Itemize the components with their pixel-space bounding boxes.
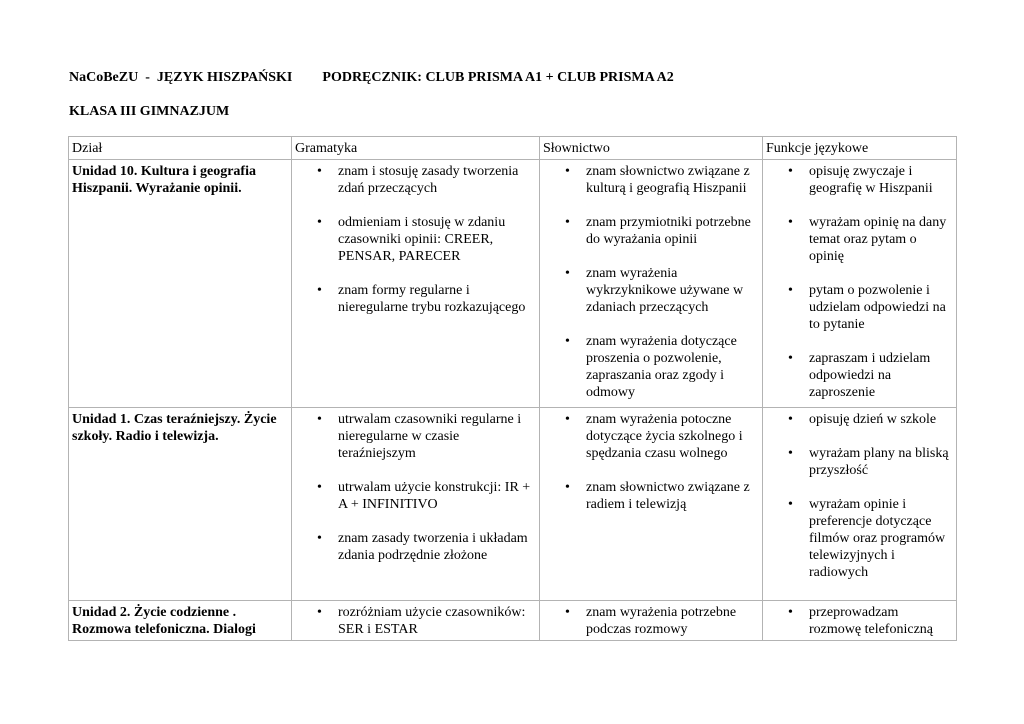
grammar-cell xyxy=(292,160,540,408)
unit-title: Unidad 2. Życie codzienne . Rozmowa telefoniczna. Dialogi xyxy=(69,601,292,641)
list-item: • rozróżniam użycie czasowników: SER i ESTAR xyxy=(317,605,526,637)
bullet-icon: • xyxy=(565,266,570,281)
bullet-icon: • xyxy=(788,412,793,427)
bullet-icon: • xyxy=(317,164,322,179)
vocabulary-cell xyxy=(540,601,763,641)
vocabulary-cell xyxy=(540,408,763,601)
document-header-line1 xyxy=(69,69,674,86)
list-item: • znam wyrażenia potoczne dotyczące życia szkolnego i spędzania czasu wolnego xyxy=(565,412,743,461)
list-item: • wyrażam opinie i preferencje dotyczące filmów oraz programów telewizyjnych i radiowych xyxy=(788,497,946,580)
list-item: • zapraszam i udzielam odpowiedzi na zaproszenie xyxy=(788,351,931,400)
bullet-icon: • xyxy=(788,446,793,461)
bullet-icon: • xyxy=(317,480,322,495)
list-item: • znam przymiotniki potrzebne do wyrażania opinii xyxy=(565,215,751,247)
list-item: • utrwalam użycie konstrukcji: IR + A + INFINITIVO xyxy=(317,480,531,512)
bullet-icon: • xyxy=(317,531,322,546)
bullet-icon: • xyxy=(788,283,793,298)
column-header-gramatyka: Gramatyka xyxy=(292,137,540,160)
bullet-icon: • xyxy=(565,605,570,620)
column-header-dzial: Dział xyxy=(69,137,292,160)
subject-title: NaCoBeZU - JĘZYK HISZPAŃSKI xyxy=(69,70,293,85)
column-header-funkcje: Funkcje językowe xyxy=(763,137,957,160)
list-item: • przeprowadzam rozmowę telefoniczną xyxy=(788,605,933,637)
list-item: • opisuję zwyczaje i geografię w Hiszpanii xyxy=(788,164,933,196)
bullet-icon: • xyxy=(788,215,793,230)
unit-title: Unidad 10. Kultura i geografia Hiszpanii. Wyrażanie opinii. xyxy=(69,160,292,408)
bullet-icon: • xyxy=(565,215,570,230)
language-functions-cell xyxy=(763,601,957,641)
list-item: • wyrażam plany na bliską przyszłość xyxy=(788,446,949,478)
list-item: • znam słownictwo związane z radiem i telewizją xyxy=(565,480,750,512)
list-item: • odmieniam i stosuję w zdaniu czasowniki opinii: CREER, PENSAR, PARECER xyxy=(317,215,506,264)
list-item: • znam słownictwo związane z kulturą i geografią Hiszpanii xyxy=(565,164,750,196)
list-item: • znam wyrażenia dotyczące proszenia o pozwolenie, zapraszania oraz zgody i odmowy xyxy=(565,334,737,400)
list-item: • znam i stosuję zasady tworzenia zdań przeczących xyxy=(317,164,519,196)
curriculum-table xyxy=(68,136,957,641)
bullet-icon: • xyxy=(788,351,793,366)
bullet-icon: • xyxy=(317,605,322,620)
unit-title: Unidad 1. Czas teraźniejszy. Życie szkoły. Radio i telewizja. xyxy=(69,408,292,601)
bullet-icon: • xyxy=(317,412,322,427)
language-functions-cell xyxy=(763,160,957,408)
grammar-cell xyxy=(292,408,540,601)
list-item: • pytam o pozwolenie i udzielam odpowiedzi na to pytanie xyxy=(788,283,946,332)
list-item: • znam formy regularne i nieregularne trybu rozkazującego xyxy=(317,283,526,315)
bullet-icon: • xyxy=(317,215,322,230)
bullet-icon: • xyxy=(565,412,570,427)
bullet-icon: • xyxy=(565,164,570,179)
vocabulary-cell xyxy=(540,160,763,408)
table-row xyxy=(69,160,957,408)
list-item: • opisuję dzień w szkole xyxy=(788,412,937,427)
column-header-slownictwo: Słownictwo xyxy=(540,137,763,160)
table-header-row xyxy=(69,137,957,160)
list-item: • znam wyrażenia wykrzyknikowe używane w zdaniach przeczących xyxy=(565,266,744,315)
table-row xyxy=(69,408,957,601)
bullet-icon: • xyxy=(565,334,570,349)
class-title: KLASA III GIMNAZJUM xyxy=(69,104,230,119)
textbook-title: PODRĘCZNIK: CLUB PRISMA A1 + CLUB PRISMA A2 xyxy=(322,70,674,85)
bullet-icon: • xyxy=(788,605,793,620)
bullet-icon: • xyxy=(565,480,570,495)
bullet-icon: • xyxy=(788,497,793,512)
grammar-cell xyxy=(292,601,540,641)
bullet-icon: • xyxy=(788,164,793,179)
list-item: • utrwalam czasowniki regularne i nieregularne w czasie teraźniejszym xyxy=(317,412,522,461)
bullet-icon: • xyxy=(317,283,322,298)
list-item: • wyrażam opinię na dany temat oraz pytam o opinię xyxy=(788,215,947,264)
table-row xyxy=(69,601,957,641)
list-item: • znam wyrażenia potrzebne podczas rozmowy xyxy=(565,605,737,637)
list-item: • znam zasady tworzenia i układam zdania podrzędnie złożone xyxy=(317,531,528,563)
language-functions-cell xyxy=(763,408,957,601)
